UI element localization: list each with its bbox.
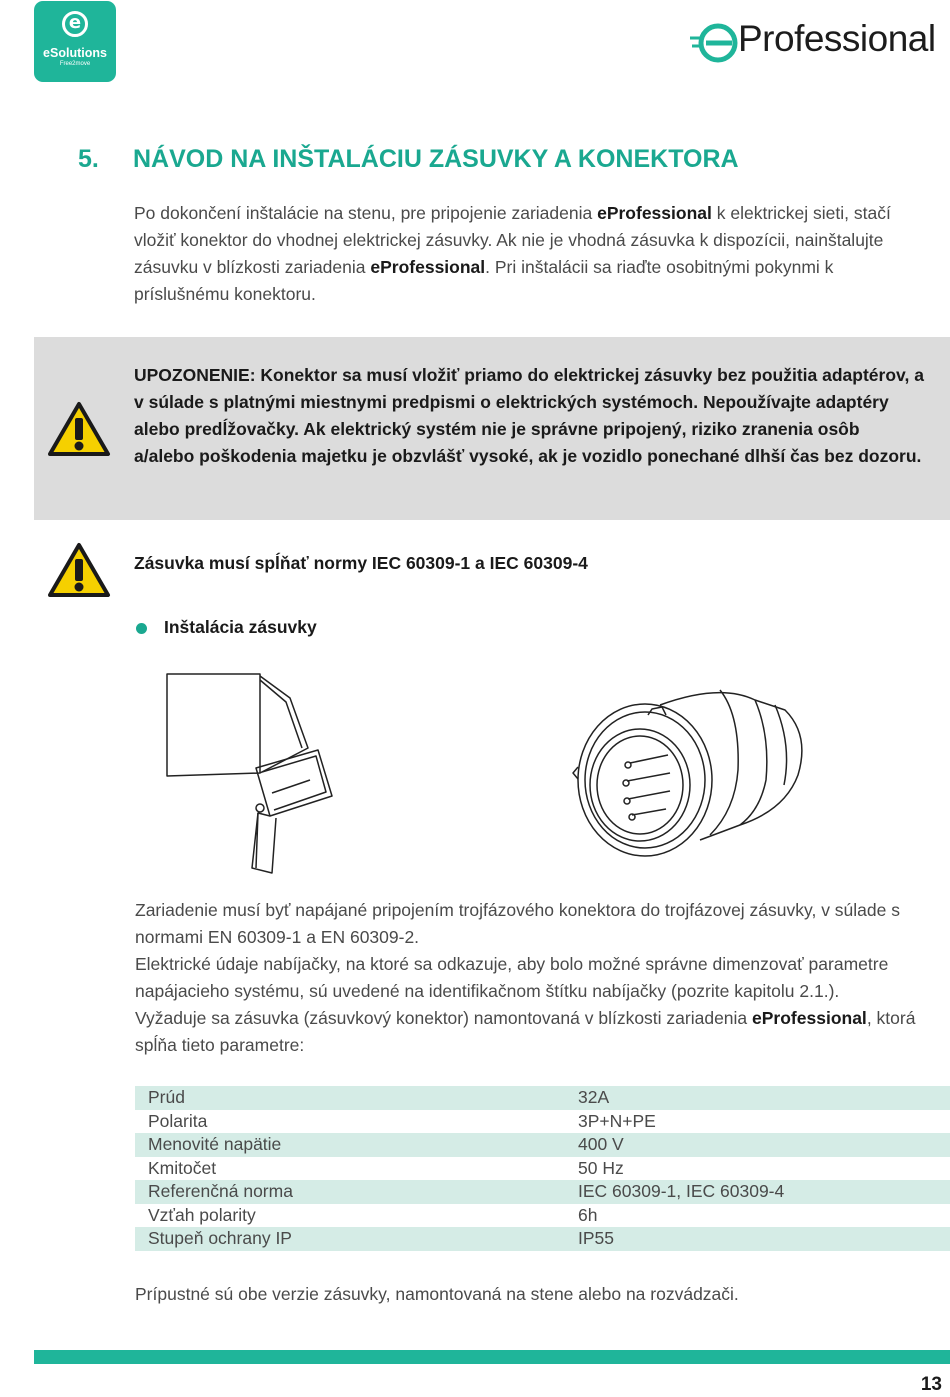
section-heading <box>78 145 739 174</box>
spec-value: 3P+N+PE <box>578 1110 656 1131</box>
warning-text: UPOZONENIE: Konektor sa musí vložiť priamo do elektrickej zásuvky bez použitia adaptérov, a v súlade s platnými miestnymi predpismi o elektrických systémoch. Nepoužívajte adaptéry alebo predĺžovačky. Ak elektrický systém nie je správne pripojený, riziko zranenia osôb a/alebo poškodenia majetku je obzvlášť vysoké, ak je vozidlo ponechané dlhší čas bez dozoru. <box>134 365 924 466</box>
spec-label: Polarita <box>148 1110 208 1131</box>
spec-label: Stupeň ochrany IP <box>135 1227 565 1251</box>
intro-paragraph: Po dokončení inštalácie na stenu, pre pripojenie zariadenia eProfessional k elektrickej sieti, stačí vložiť konektor do vhodnej elektrickej zásuvky. Ak nie je vhodná zásuvka k dispozícii, nainštalujte zásuvku v blízkosti zariadenia eProfessional. Pri inštalácii sa riaďte osobitnými pokynmi k príslušnému konektoru. <box>134 203 891 304</box>
footer-bar <box>34 1350 950 1364</box>
footer-note: Prípustné sú obe verzie zásuvky, namontovaná na stene alebo na rozvádzači. <box>135 1284 739 1304</box>
table-row <box>135 1180 950 1204</box>
spec-label: Kmitočet <box>148 1157 217 1178</box>
table-row <box>135 1110 950 1134</box>
table-row <box>135 1133 950 1157</box>
plug-connector-illustration <box>570 675 810 860</box>
eprofessional-logo-text: Professional <box>738 18 936 59</box>
spec-value: 32A <box>565 1086 950 1110</box>
spec-table <box>135 1086 950 1251</box>
section-number: 5. <box>78 145 99 173</box>
table-row <box>135 1157 950 1181</box>
eprofessional-e-icon <box>688 20 740 66</box>
table-row <box>135 1204 950 1228</box>
wall-socket-illustration <box>160 668 340 878</box>
norm-note: Zásuvka musí spĺňať normy IEC 60309-1 a IEC 60309-4 <box>134 553 588 573</box>
spec-value: 50 Hz <box>578 1157 624 1178</box>
body-paragraph: Elektrické údaje nabíjačky, na ktoré sa odkazuje, aby bolo možné správne dimenzovať parametre napájacieho systému, sú uvedené na identifikačnom štítku nabíjačky (pozrite kapitolu 2.1.). <box>135 954 889 1001</box>
warning-triangle-icon <box>47 401 111 457</box>
table-row <box>135 1086 950 1110</box>
table-row <box>135 1227 950 1251</box>
spec-label: Vzťah polarity <box>148 1204 256 1225</box>
eprofessional-logo <box>688 16 950 68</box>
spec-value: IEC 60309-1, IEC 60309-4 <box>565 1180 950 1204</box>
warning-triangle-icon <box>47 542 111 598</box>
esolutions-logo: e eSolutions Free2move <box>34 1 116 82</box>
bullet-heading: Inštalácia zásuvky <box>164 617 317 637</box>
esolutions-logo-text: eSolutions <box>43 46 107 60</box>
body-text <box>135 897 940 1059</box>
bullet-dot-icon <box>136 623 147 634</box>
product-name: eProfessional <box>597 203 712 223</box>
spec-label: Prúd <box>135 1086 565 1110</box>
spec-value: IP55 <box>565 1227 950 1251</box>
spec-label: Menovité napätie <box>135 1133 565 1157</box>
page-number: 13 <box>920 1374 942 1395</box>
spec-label: Referenčná norma <box>135 1180 565 1204</box>
spec-value: 400 V <box>565 1133 950 1157</box>
free2move-logo-text: Free2move <box>59 61 91 67</box>
body-paragraph: Zariadenie musí byť napájané pripojením trojfázového konektora do trojfázovej zásuvky, v súlade s normami EN 60309-1 a EN 60309-2. <box>135 900 900 947</box>
body-paragraph: Vyžaduje sa zásuvka (zásuvkový konektor) namontovaná v blízkosti zariadenia eProfessional, ktorá spĺňa tieto parametre: <box>135 1008 916 1055</box>
spec-value: 6h <box>578 1204 598 1225</box>
section-title: NÁVOD NA INŠTALÁCIU ZÁSUVKY A KONEKTORA <box>133 145 739 173</box>
product-name: eProfessional <box>752 1008 867 1028</box>
product-name: eProfessional <box>370 257 486 277</box>
